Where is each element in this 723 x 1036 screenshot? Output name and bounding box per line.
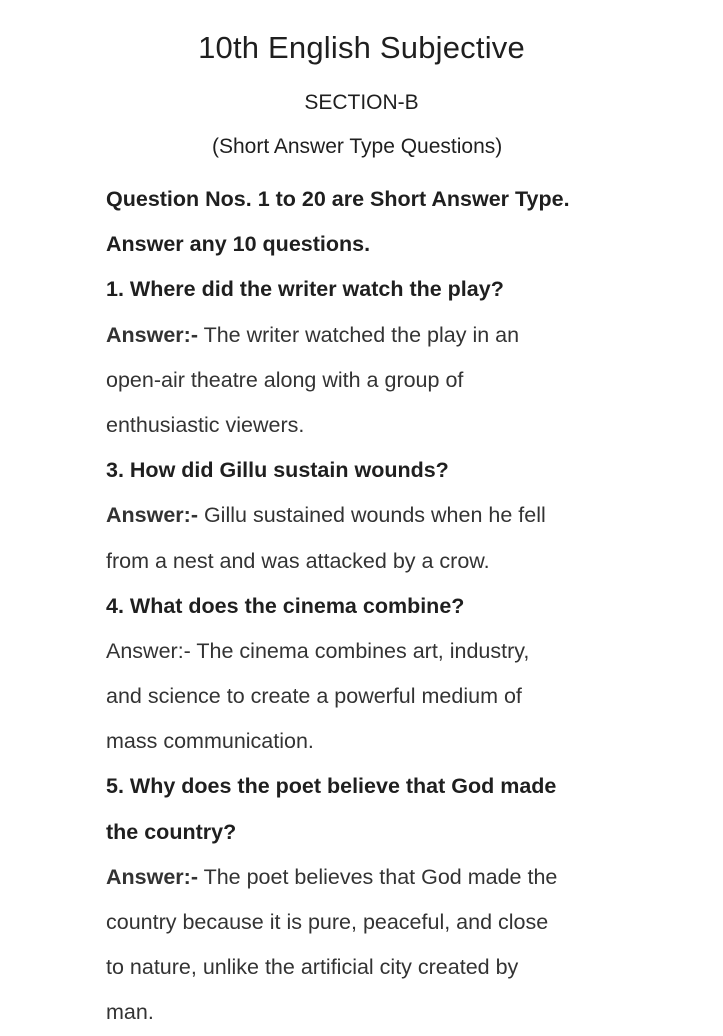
answer-label: Answer:- (106, 503, 198, 528)
answer-5-line: man. (106, 1000, 154, 1025)
question-1: 1. Where did the writer watch the play? (106, 277, 504, 302)
answer-1-line: open-air theatre along with a group of (106, 367, 464, 392)
question-5: 5. Why does the poet believe that God made (106, 774, 557, 799)
answer-4-line: Answer:- The cinema combines art, industry, (106, 638, 530, 663)
answer-text: Gillu sustained wounds when he fell (197, 503, 546, 528)
section-subtitle: (Short Answer Type Questions) (212, 135, 503, 158)
answer-text: The writer watched the play in an (197, 322, 520, 347)
answer-3-line (106, 493, 699, 538)
answer-4-line: mass communication. (106, 729, 314, 754)
answer-4-line: and science to create a powerful medium of (106, 684, 522, 709)
question-3: 3. How did Gillu sustain wounds? (106, 458, 449, 483)
content-body (106, 177, 699, 1036)
answer-label: Answer:- (106, 322, 198, 347)
answer-1-line: enthusiastic viewers. (106, 412, 305, 437)
answer-5-line (106, 855, 699, 900)
page-title: 10th English Subjective (198, 30, 525, 65)
instruction-line: Question Nos. 1 to 20 are Short Answer Type. (106, 187, 570, 211)
answer-3-line: from a nest and was attacked by a crow. (106, 548, 490, 573)
question-4: 4. What does the cinema combine? (106, 593, 465, 618)
answer-text: The poet believes that God made the (197, 864, 558, 889)
answer-1-line (106, 313, 699, 358)
instruction-line: Answer any 10 questions. (106, 232, 371, 257)
question-5: the country? (106, 819, 237, 844)
answer-label: Answer:- (106, 864, 198, 889)
section-heading: SECTION-B (304, 91, 419, 114)
answer-5-line: to nature, unlike the artificial city created by (106, 955, 519, 980)
answer-5-line: country because it is pure, peaceful, and close (106, 910, 549, 934)
